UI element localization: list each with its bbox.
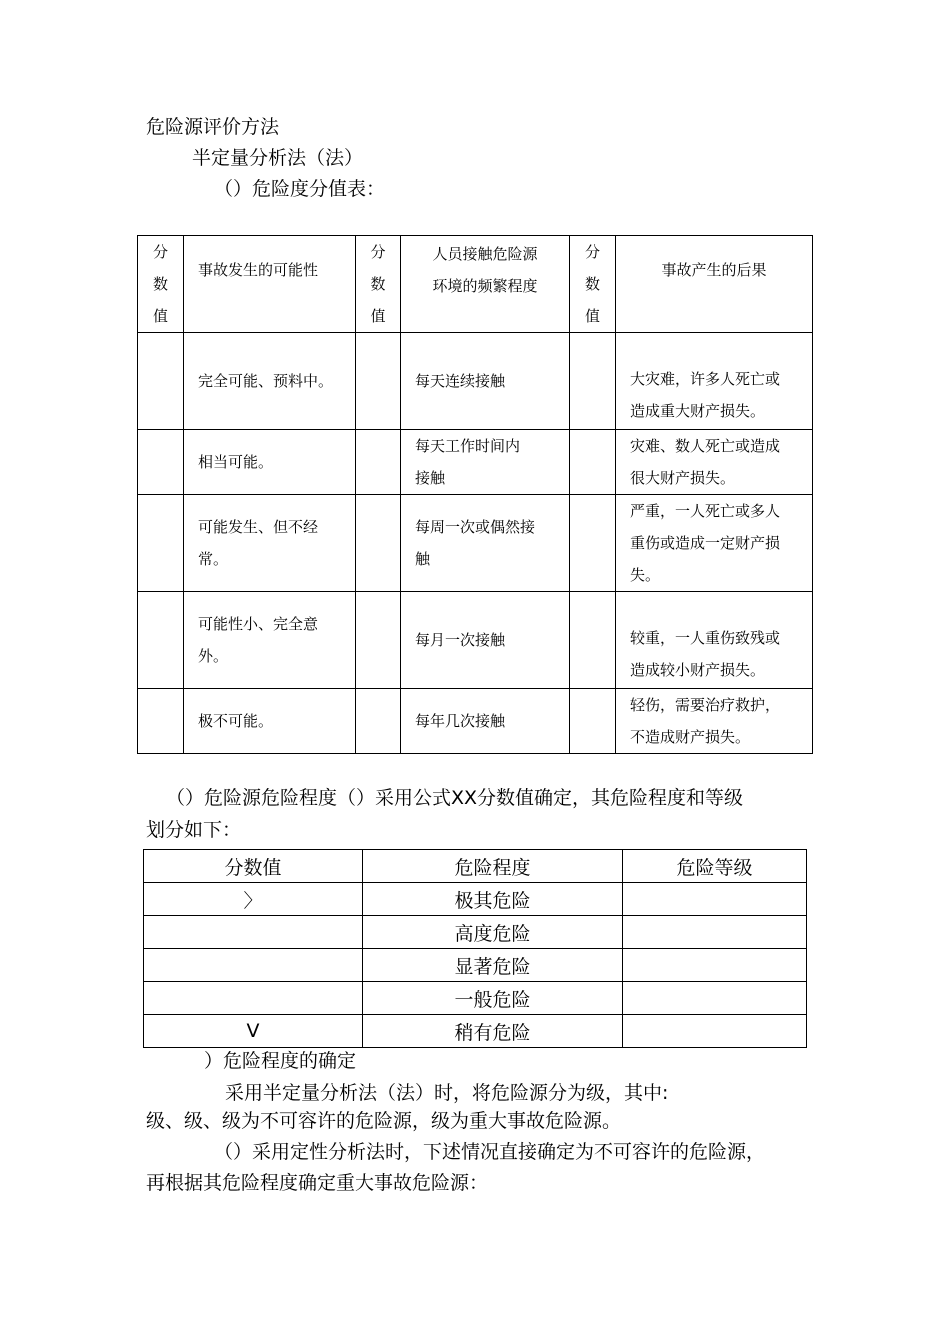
header-score: 分数值 xyxy=(144,850,363,883)
method-subheading: 半定量分析法（法） xyxy=(192,147,364,169)
level-cell xyxy=(623,1015,807,1048)
table-row xyxy=(144,1015,807,1048)
score-cell xyxy=(356,495,401,592)
section-3-line-2: 级、级、级为不可容许的危险源，级为重大事故危险源。 xyxy=(146,1110,622,1132)
header-frequency: 人员接触危险源 环境的频繁程度 xyxy=(401,236,570,333)
risk-score-table xyxy=(137,235,813,754)
frequency-cell: 每年几次接触 xyxy=(401,689,570,754)
score-cell xyxy=(570,333,616,430)
degree-cell: 稍有危险 xyxy=(363,1015,623,1048)
score-cell xyxy=(570,689,616,754)
score-cell xyxy=(356,689,401,754)
table-row xyxy=(138,333,813,430)
section-3-title: ）危险程度的确定 xyxy=(204,1050,357,1072)
table-row xyxy=(138,495,813,592)
header-danger-degree: 危险程度 xyxy=(363,850,623,883)
possibility-cell: 极不可能。 xyxy=(184,689,356,754)
consequence-cell: 轻伤，需要治疗救护， 不造成财产损失。 xyxy=(616,689,813,754)
header-possibility: 事故发生的可能性 xyxy=(184,236,356,333)
table-row xyxy=(138,689,813,754)
header-score-2: 分 数 值 xyxy=(356,236,401,333)
table-row xyxy=(144,883,807,916)
level-cell xyxy=(623,883,807,916)
frequency-cell: 每月一次接触 xyxy=(401,592,570,689)
header-consequence: 事故产生的后果 xyxy=(616,236,813,333)
table-row xyxy=(144,982,807,1015)
document-heading: 危险源评价方法 xyxy=(146,116,280,138)
frequency-cell: 每周一次或偶然接 触 xyxy=(401,495,570,592)
degree-cell: 极其危险 xyxy=(363,883,623,916)
score-cell xyxy=(356,333,401,430)
score-cell xyxy=(144,982,363,1015)
degree-cell: 一般危险 xyxy=(363,982,623,1015)
degree-cell: 高度危险 xyxy=(363,916,623,949)
table-header-row xyxy=(138,236,813,333)
score-cell xyxy=(570,592,616,689)
level-cell xyxy=(623,916,807,949)
score-cell xyxy=(138,495,184,592)
frequency-cell: 每天工作时间内 接触 xyxy=(401,430,570,495)
possibility-cell: 完全可能、预料中。 xyxy=(184,333,356,430)
table-row xyxy=(144,916,807,949)
degree-cell: 显著危险 xyxy=(363,949,623,982)
header-danger-level: 危险等级 xyxy=(623,850,807,883)
score-cell xyxy=(138,430,184,495)
score-cell xyxy=(356,430,401,495)
header-score-1: 分 数 值 xyxy=(138,236,184,333)
score-cell xyxy=(138,592,184,689)
possibility-cell: 可能发生、但不经 常。 xyxy=(184,495,356,592)
section-2-line-1: （）危险源危险程度（）采用公式XX分数值确定，其危险程度和等级 xyxy=(166,787,744,809)
score-cell xyxy=(138,689,184,754)
frequency-cell: 每天连续接触 xyxy=(401,333,570,430)
table-row xyxy=(138,592,813,689)
possibility-cell: 可能性小、完全意 外。 xyxy=(184,592,356,689)
consequence-cell: 大灾难，许多人死亡或 造成重大财产损失。 xyxy=(616,333,813,430)
section-1-title: （）危险度分值表： xyxy=(214,178,386,200)
section-4-line-2: 再根据其危险程度确定重大事故危险源： xyxy=(146,1172,489,1194)
score-cell xyxy=(356,592,401,689)
section-4-line-1: （）采用定性分析法时，下述情况直接确定为不可容许的危险源， xyxy=(214,1141,766,1163)
score-cell: V xyxy=(144,1015,363,1048)
level-cell xyxy=(623,982,807,1015)
section-2-line-2: 划分如下： xyxy=(146,819,242,841)
score-cell xyxy=(144,949,363,982)
table-row xyxy=(144,949,807,982)
consequence-cell: 灾难、数人死亡或造成 很大财产损失。 xyxy=(616,430,813,495)
score-cell: 〉 xyxy=(144,883,363,916)
possibility-cell: 相当可能。 xyxy=(184,430,356,495)
table-header-row xyxy=(144,850,807,883)
section-3-line-1: 采用半定量分析法（法）时，将危险源分为级，其中: xyxy=(225,1082,669,1104)
danger-level-table xyxy=(143,849,807,1048)
consequence-cell: 严重，一人死亡或多人 重伤或造成一定财产损 失。 xyxy=(616,495,813,592)
score-cell xyxy=(144,916,363,949)
score-cell xyxy=(570,430,616,495)
table-row xyxy=(138,430,813,495)
header-score-3: 分 数 值 xyxy=(570,236,616,333)
score-cell xyxy=(138,333,184,430)
score-cell xyxy=(570,495,616,592)
consequence-cell: 较重，一人重伤致残或 造成较小财产损失。 xyxy=(616,592,813,689)
level-cell xyxy=(623,949,807,982)
